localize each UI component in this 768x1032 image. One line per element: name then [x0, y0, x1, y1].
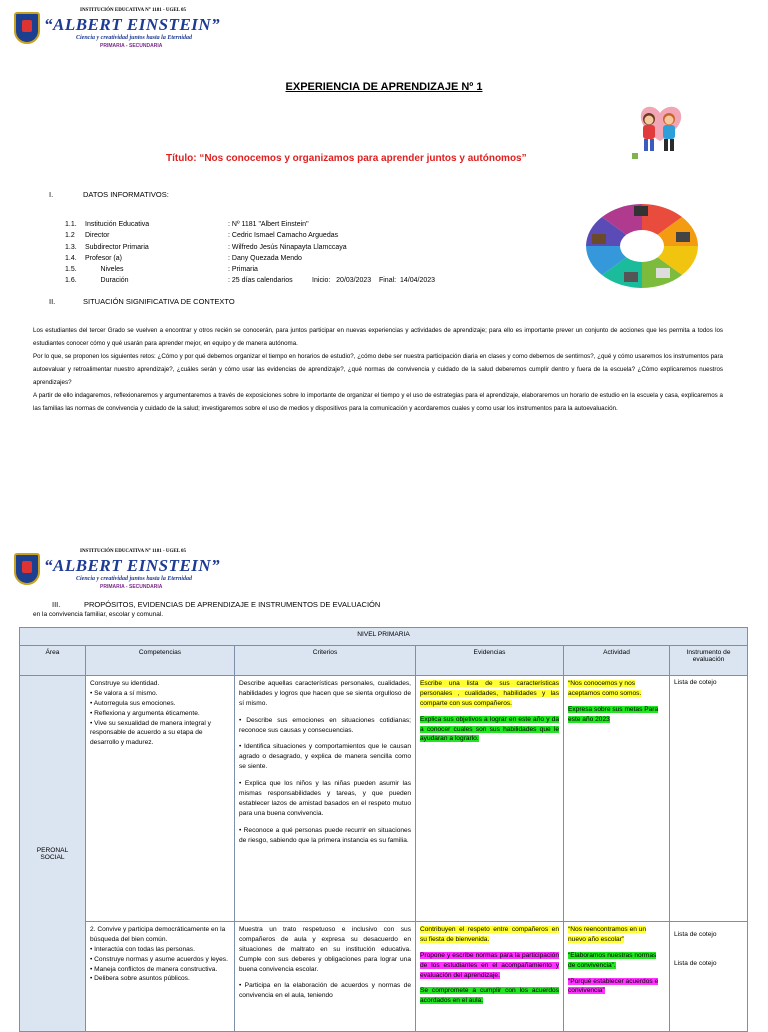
evidencias-cell	[416, 676, 564, 922]
header-actividad: Actividad	[564, 646, 670, 676]
logo-motto: Ciencia y creatividad juntos hasta la Eternidad	[76, 35, 193, 41]
instrumento-label: Lista de cotejo	[674, 931, 717, 938]
section-3-heading: PROPÓSITOS, EVIDENCIAS DE APRENDIZAJE E INSTRUMENTOS DE EVALUACIÓN	[84, 600, 381, 609]
competencia-line: • Interactúa con todas las personas.	[90, 945, 195, 953]
info-row-number: 1.2	[65, 232, 75, 240]
logo-motto: Ciencia y creatividad juntos hasta la Eternidad	[76, 576, 193, 582]
criterios-cell	[235, 922, 416, 1032]
section-2-number: II.	[49, 297, 56, 306]
actividad-highlight: Expresa sobre sus metas Para este año 2023	[568, 705, 659, 723]
competencia-line: • Construye normas y asume acuerdos y leyes.	[90, 955, 228, 963]
level-header: NIVEL PRIMARIA	[20, 628, 748, 646]
competencia-line: • Autorregula sus emociones.	[90, 699, 176, 707]
criterio-item: • Participa en la elaboración de acuerdos y normas de convivencia en el aula, teniendo	[239, 982, 411, 1000]
actividad-highlight: “Nos reencontramos en un nuevo año escolar”	[568, 926, 647, 943]
info-row-number: 1.6.	[65, 277, 77, 285]
paragraph: Por lo que, se proponen los siguientes retos: ¿Cómo y por qué debemos organizar el tiempo en horarios de estudio?, ¿cómo debe ser nuestra participación diaria en clases y como debemos de sentirnos?, ¿qué y cómo usaremos los instrumentos para autoevaluar y retroalimentar nuestro aprendizaje?, ¿cuáles serán y cómo usar las evidencias de aprendizaje?, ¿qué normas de convivencia y cuidado de la salud deberemos cumplir dentro y fuera de la escuela? ¿Cómo explicaremos nuestros aprendizajes?	[33, 353, 723, 386]
paragraph: A partir de ello indagaremos, reflexionaremos y argumentaremos a través de exposiciones sobre lo importante de organizar el tiempo y el uso de estrategias para el aprendizaje, elaboraremos un horario de estudio en la escuela y casa, explicaremos a las familias las normas de convivencia y cuidado de la salud; investigaremos sobre el uso de medios y dispositivos para la comunicación y acordaremos cuales y como usar los instrumentos para la autoevaluación.	[33, 392, 723, 412]
section-2-heading: SITUACIÓN SIGNIFICATIVA DE CONTEXTO	[83, 297, 235, 306]
table-level-row	[20, 628, 748, 646]
competencia-line: • Reflexiona y argumenta éticamente.	[90, 709, 200, 717]
evidencia-highlight: Propone y escribe normas para la participación de los estudiantes en el acompañamiento y evaluación del aprendizaje.	[420, 951, 559, 979]
competencia-line: • Se valora a sí mismo.	[90, 689, 158, 697]
section-1-number: I.	[49, 190, 54, 199]
logo-school-name: “ALBERT EINSTEIN”	[44, 556, 221, 575]
children-illustration-icon	[627, 101, 693, 161]
logo-levels: PRIMARIA - SECUNDARIA	[100, 43, 163, 49]
instrumento-label: Lista de cotejo	[674, 960, 717, 967]
info-row-label: Niveles	[85, 266, 124, 274]
context-situation-text	[33, 324, 723, 415]
info-row-value: : Cedric Ismael Camacho Arguedas	[228, 232, 339, 240]
info-row-value: : Primaria	[228, 266, 258, 274]
actividad-highlight: “Nos conocemos y nos aceptamos como somos.	[568, 680, 642, 697]
logo-levels: PRIMARIA - SECUNDARIA	[100, 584, 163, 590]
info-row-label: Subdirector Primaria	[85, 243, 149, 251]
instrumento-label: Lista de cotejo	[674, 679, 717, 686]
section-3-note: en la convivencia familiar, escolar y comunal.	[33, 611, 164, 618]
header-criterios: Criterios	[235, 646, 416, 676]
criterio-item: Muestra un trato respetuoso e inclusivo con sus compañeros de aula y expresa su desacuerdo en situaciones de maltrato en su institución educativa. Cumple con sus deberes y obligaciones para lograr una buena convivencia escolar.	[239, 926, 411, 973]
info-row-label: Director	[85, 232, 110, 240]
info-row-value: : 25 días calendarios Inicio: 20/03/2023 Final: 14/04/2023	[228, 277, 436, 285]
criterios-cell	[235, 676, 416, 922]
competencia-line: Construye su identidad.	[90, 680, 160, 687]
criterio-item: Describe aquellas características personales, cualidades, habilidades y logros que hacen que se sienta orgulloso de sí mismo.	[239, 680, 411, 707]
actividad-highlight: “Elaboramos nuestras normas de convivencia”.	[568, 951, 657, 969]
evidencia-highlight: Contribuyen el respeto entre compañeros en su fiesta de bienvenida.	[420, 926, 559, 943]
instrumento-cell	[670, 922, 748, 1032]
logo-school-name: “ALBERT EINSTEIN”	[44, 15, 221, 34]
logo-institution-line: INSTITUCIÓN EDUCATIVA N° 1181 - UGEL 05	[80, 549, 187, 554]
actividad-cell	[564, 922, 670, 1032]
header-competencias: Competencias	[86, 646, 235, 676]
criterio-item: • Explica que los niños y las niñas pueden asumir las mismas responsabilidades y tareas, y que pueden establecer lazos de amistad basados en el respeto mutuo para una buena convivencia.	[239, 780, 411, 817]
school-logo	[14, 549, 229, 589]
table-row	[20, 676, 748, 922]
info-row-value: : Nº 1181 "Albert Einstein"	[228, 221, 309, 228]
school-logo	[14, 8, 229, 48]
evidencia-highlight: Se compromete a cumplir con los acuerdos acordados en el aula.	[420, 987, 559, 1005]
learning-wheel-illustration-icon	[570, 200, 714, 290]
table-header-row	[20, 646, 748, 676]
info-row-value: : Wilfredo Jesús Ninapayta Llamccaya	[228, 243, 347, 251]
evidencia-highlight: Escribe una lista de sus características personales , cualidades, habilidades y las comparte con sus compañeros.	[420, 680, 559, 707]
evidencias-cell	[416, 922, 564, 1032]
info-row-label: Institución Educativa	[85, 221, 150, 228]
info-row-number: 1.3.	[65, 243, 77, 251]
school-crest-icon	[14, 553, 40, 585]
evidencia-highlight: Explica sus objetivos a lograr en este año y da a conocer cuales son sus habilidades que le ayudaran a lograrlo.	[420, 715, 559, 743]
instrumento-cell	[670, 676, 748, 922]
actividad-cell	[564, 676, 670, 922]
header-area: Área	[20, 646, 86, 676]
criterio-item: • Reconoce a qué personas puede recurrir en situaciones de riesgo, sabiendo que la primera instancia es su familia.	[239, 826, 411, 844]
competencia-line: • Delibera sobre asuntos públicos.	[90, 975, 190, 983]
section-3-number: III.	[52, 600, 61, 609]
info-row-value: : Dany Quezada Mendo	[228, 254, 302, 262]
header-instrumento: Instrumento de evaluación	[670, 646, 748, 676]
page-title: EXPERIENCIA DE APRENDIZAJE Nº 1	[285, 81, 483, 93]
competencia-line: 2. Convive y participa democráticamente en la búsqueda del bien común.	[90, 926, 226, 943]
competencia-line: • Vive su sexualidad de manera integral y responsable de acuerdo a su etapa de desarrollo y madurez.	[90, 719, 211, 747]
experience-subtitle: Título: “Nos conocemos y organizamos para aprender juntos y autónomos”	[166, 153, 527, 164]
competencia-line: • Maneja conflictos de manera constructiva.	[90, 965, 218, 973]
paragraph: Los estudiantes del tercer Grado se vuelven a encontrar y otros recién se conocerán, para juntos participar en nuevas experiencias y actividades de aprendizaje; para ello es importante prever un conjunto de acciones que les permita a todos los estudiantes conocer cómo y qué usarán para aprender mejor, en equipo y de manera autónoma.	[33, 327, 723, 347]
competencia-cell	[86, 676, 235, 922]
criterio-item: • Identifica situaciones y comportamientos que le causan agrado o desagrado, y explica de manera sencilla como se siente.	[239, 743, 411, 771]
actividad-highlight: “Porqué establecer acuerdos e convivencia”	[568, 977, 659, 995]
info-row-number: 1.1.	[65, 221, 77, 228]
logo-institution-line: INSTITUCIÓN EDUCATIVA N° 1181 - UGEL 05	[80, 8, 187, 13]
learning-purposes-table	[19, 627, 748, 1032]
school-crest-icon	[14, 12, 40, 44]
header-evidencias: Evidencias	[416, 646, 564, 676]
area-cell	[20, 676, 86, 1032]
criterio-item: • Describe sus emociones en situaciones cotidianas; reconoce sus causas y consecuencias.	[239, 716, 411, 734]
info-row-number: 1.4.	[65, 254, 77, 262]
section-1-heading: DATOS INFORMATIVOS:	[83, 190, 169, 199]
info-row-label: Duración	[85, 277, 129, 285]
table-row	[20, 922, 748, 1032]
area-label: PERONAL SOCIAL	[36, 846, 69, 861]
info-row-number: 1.5.	[65, 266, 77, 274]
info-row-label: Profesor (a)	[85, 254, 122, 262]
competencia-cell	[86, 922, 235, 1032]
